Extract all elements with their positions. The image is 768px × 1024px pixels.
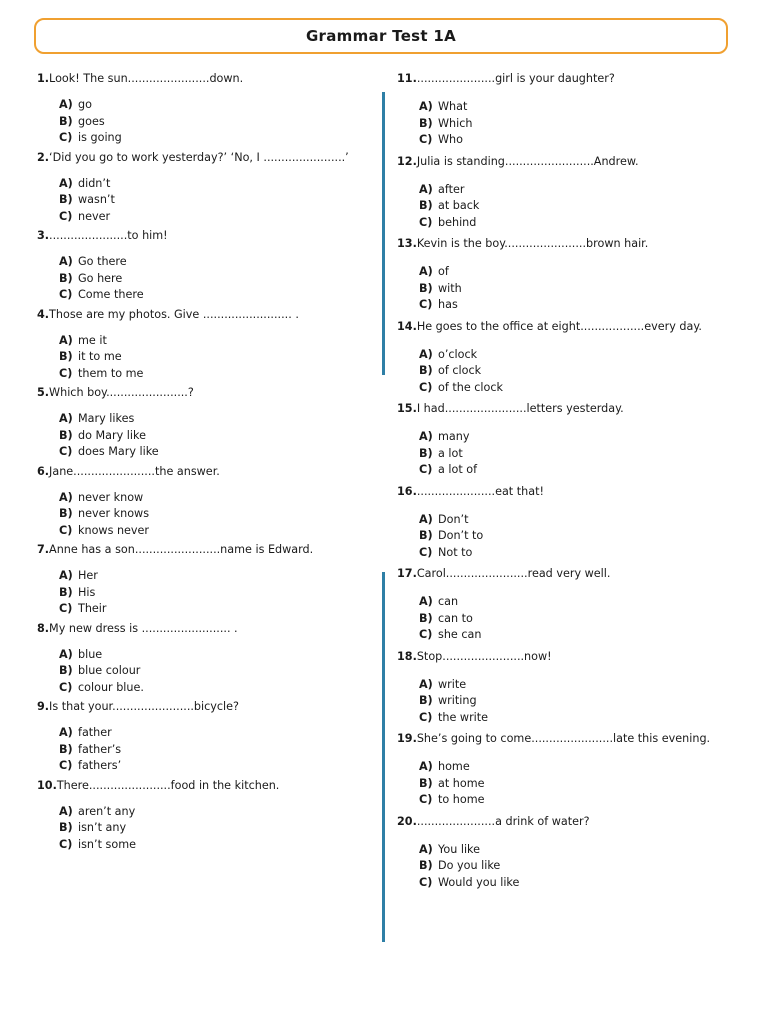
option-text: isn’t any [78, 821, 127, 834]
option-text: she can [438, 628, 482, 641]
answer-options [397, 842, 737, 892]
option-letter: B) [59, 742, 73, 756]
question-prompt: Anne has a son........................name is Edward. [49, 543, 314, 556]
answer-options [37, 490, 367, 540]
question-prompt: There.......................food in the kitchen. [56, 778, 280, 792]
option-text: write [438, 677, 467, 691]
option-letter: C) [419, 298, 433, 311]
option-text: a lot [438, 446, 463, 460]
answer-option[interactable] [419, 842, 737, 859]
answer-options [37, 254, 367, 304]
option-letter: C) [419, 875, 433, 889]
option-text: blue [78, 647, 103, 661]
question-number: 8. [37, 621, 50, 635]
option-letter: A) [59, 569, 73, 582]
question-text [37, 72, 367, 85]
answer-option[interactable] [59, 271, 367, 288]
question-prompt: Jane.......................the answer. [49, 464, 220, 478]
answer-option[interactable] [419, 710, 737, 727]
column-divider-top [382, 92, 385, 375]
answer-option[interactable] [59, 349, 367, 366]
answer-option[interactable] [59, 333, 367, 350]
answer-option[interactable] [419, 776, 737, 793]
question [37, 386, 367, 461]
left-question-column [37, 72, 367, 857]
option-text: do Mary like [78, 428, 146, 442]
question-number: 20. [397, 814, 417, 828]
question-text [397, 485, 737, 498]
option-text: Her [78, 569, 98, 582]
question-text [37, 151, 367, 164]
option-text: Don’t to [438, 529, 484, 542]
option-text: Come there [78, 288, 144, 301]
answer-option[interactable] [419, 182, 737, 199]
answer-option[interactable] [419, 446, 737, 463]
option-letter: A) [419, 677, 433, 691]
option-text: never knows [78, 507, 150, 520]
option-text: Who [438, 133, 463, 146]
answer-option[interactable] [419, 611, 737, 628]
option-text: Would you like [438, 875, 520, 889]
option-text: with [438, 281, 462, 295]
question-prompt: Is that your.......................bicycle? [49, 700, 239, 713]
answer-option[interactable] [59, 663, 367, 680]
answer-option[interactable] [419, 198, 737, 215]
option-text: goes [78, 114, 105, 128]
answer-option[interactable] [419, 99, 737, 116]
option-letter: B) [59, 664, 73, 677]
question [397, 485, 737, 562]
answer-options [37, 647, 367, 697]
question-text [397, 732, 737, 745]
option-text: fathers’ [78, 759, 122, 772]
option-letter: C) [419, 463, 433, 476]
option-text: the write [438, 710, 489, 724]
option-letter: A) [419, 347, 433, 361]
option-letter: A) [59, 490, 73, 504]
question-number: 12. [397, 154, 417, 168]
option-letter: C) [59, 680, 73, 694]
question-text [37, 622, 367, 635]
option-letter: C) [59, 366, 73, 380]
option-text: never [78, 209, 111, 223]
option-text: father [78, 726, 112, 739]
option-text: never know [78, 490, 144, 504]
question-number: 2. [37, 150, 50, 164]
option-letter: C) [59, 602, 73, 615]
option-text: Not to [438, 545, 473, 559]
option-letter: A) [419, 760, 433, 773]
answer-option[interactable] [59, 758, 367, 775]
option-text: Go here [78, 271, 123, 285]
option-text: wasn’t [78, 193, 115, 206]
page-title: Grammar Test 1A [305, 27, 457, 45]
question-prompt: ......................a drink of water? [416, 814, 590, 828]
option-letter: A) [419, 430, 433, 443]
answer-option[interactable] [419, 429, 737, 446]
answer-options [397, 429, 737, 479]
option-text: many [438, 430, 470, 443]
answer-option[interactable] [419, 792, 737, 809]
option-letter: B) [419, 776, 433, 790]
question-number: 7. [37, 543, 50, 556]
option-text: You like [438, 842, 481, 856]
question-number: 17. [397, 567, 417, 580]
answer-option[interactable] [59, 742, 367, 759]
answer-option[interactable] [419, 281, 737, 298]
option-letter: B) [59, 507, 73, 520]
question-number: 14. [397, 319, 417, 333]
option-letter: C) [59, 288, 73, 301]
option-text: His [78, 585, 96, 599]
option-letter: C) [419, 628, 433, 641]
option-letter: C) [419, 710, 433, 724]
option-text: knows never [78, 523, 150, 537]
question-text [397, 815, 737, 828]
column-divider-bottom [382, 572, 385, 942]
option-letter: A) [419, 842, 433, 856]
question-text [397, 320, 737, 333]
question [397, 567, 737, 644]
answer-option[interactable] [59, 254, 367, 271]
question [37, 72, 367, 147]
answer-option[interactable] [419, 363, 737, 380]
question [37, 543, 367, 618]
answer-options [397, 99, 737, 149]
answer-option[interactable] [419, 693, 737, 710]
answer-option[interactable] [59, 568, 367, 585]
option-letter: B) [419, 694, 433, 707]
option-letter: B) [419, 529, 433, 542]
answer-options [37, 804, 367, 854]
option-text: it to me [78, 350, 122, 363]
question-number: 3. [37, 229, 50, 242]
answer-option[interactable] [59, 490, 367, 507]
question [397, 320, 737, 397]
question [397, 237, 737, 314]
question-number: 11. [397, 72, 417, 85]
answer-option[interactable] [419, 132, 737, 149]
question [397, 402, 737, 479]
option-text: Which [438, 116, 473, 130]
answer-option[interactable] [59, 366, 367, 383]
option-text: Do you like [438, 859, 501, 872]
answer-options [37, 333, 367, 383]
option-letter: B) [59, 114, 73, 128]
answer-options [397, 264, 737, 314]
question-text [37, 543, 367, 556]
answer-options [37, 568, 367, 618]
option-letter: A) [419, 512, 433, 526]
option-letter: B) [59, 428, 73, 442]
answer-option[interactable] [59, 287, 367, 304]
answer-option[interactable] [59, 192, 367, 209]
answer-option[interactable] [59, 506, 367, 523]
option-text: of the clock [438, 380, 503, 394]
answer-option[interactable] [419, 347, 737, 364]
question-number: 5. [37, 386, 50, 399]
option-letter: A) [59, 333, 73, 347]
question-number: 6. [37, 464, 50, 478]
answer-option[interactable] [419, 215, 737, 232]
option-letter: B) [59, 193, 73, 206]
option-text: does Mary like [78, 445, 159, 458]
question-prompt: Julia is standing.........................Andrew. [416, 154, 639, 168]
answer-option[interactable] [59, 97, 367, 114]
answer-option[interactable] [419, 512, 737, 529]
answer-options [397, 347, 737, 397]
question-prompt: He goes to the office at eight..................every day. [416, 319, 702, 333]
question-prompt: ‘Did you go to work yesterday?’ ‘No, I .......................’ [49, 150, 349, 164]
answer-option[interactable] [59, 176, 367, 193]
option-text: is going [78, 131, 122, 144]
option-text: Their [78, 602, 107, 615]
option-letter: A) [419, 182, 433, 196]
option-text: isn’t some [78, 837, 136, 851]
question [37, 465, 367, 540]
question-number: 16. [397, 484, 417, 498]
answer-option[interactable] [419, 264, 737, 281]
option-letter: B) [59, 821, 73, 834]
question-prompt: Kevin is the boy.......................brown hair. [416, 237, 649, 250]
option-text: behind [438, 215, 477, 229]
option-text: to home [438, 793, 485, 806]
question-text [397, 650, 737, 663]
option-letter: C) [419, 380, 433, 394]
answer-option[interactable] [59, 601, 367, 618]
option-text: can to [438, 611, 473, 625]
question [397, 72, 737, 149]
option-text: Don’t [438, 512, 469, 526]
answer-option[interactable] [419, 116, 737, 133]
option-letter: C) [419, 133, 433, 146]
option-text: aren’t any [78, 804, 136, 818]
question-text [397, 402, 737, 415]
question-text [37, 700, 367, 713]
question-number: 4. [37, 307, 50, 321]
question-number: 10. [37, 778, 57, 792]
answer-option[interactable] [59, 130, 367, 147]
question-prompt: She’s going to come.......................late this evening. [416, 732, 711, 745]
question-number: 13. [397, 237, 417, 250]
question [397, 815, 737, 892]
question-prompt: Look! The sun.......................down. [49, 72, 244, 85]
option-letter: A) [419, 265, 433, 278]
answer-option[interactable] [59, 837, 367, 854]
question-prompt: ......................girl is your daughter? [416, 72, 615, 85]
question [37, 229, 367, 304]
option-text: them to me [78, 366, 144, 380]
question [397, 155, 737, 232]
option-letter: A) [59, 647, 73, 661]
option-text: a lot of [438, 463, 478, 476]
option-text: o’clock [438, 347, 478, 361]
question-text [37, 308, 367, 321]
option-text: Mary likes [78, 412, 135, 425]
answer-option[interactable] [59, 725, 367, 742]
option-letter: A) [59, 804, 73, 818]
option-letter: C) [59, 209, 73, 223]
option-text: has [438, 298, 458, 311]
answer-options [37, 97, 367, 147]
question-text [37, 229, 367, 242]
option-text: at back [438, 199, 480, 212]
question-prompt: Carol.......................read very well. [416, 567, 611, 580]
option-letter: B) [419, 364, 433, 377]
answer-options [37, 725, 367, 775]
option-letter: B) [59, 585, 73, 599]
question-number: 19. [397, 732, 417, 745]
answer-option[interactable] [419, 545, 737, 562]
option-letter: A) [419, 100, 433, 113]
answer-option[interactable] [419, 297, 737, 314]
option-letter: C) [59, 445, 73, 458]
question-text [397, 155, 737, 168]
option-text: Go there [78, 255, 127, 268]
option-text: can [438, 595, 459, 608]
question-number: 9. [37, 700, 50, 713]
question-text [397, 237, 737, 250]
option-letter: C) [59, 837, 73, 851]
option-text: didn’t [78, 176, 111, 190]
question-number: 15. [397, 402, 417, 415]
option-text: after [438, 182, 465, 196]
question-number: 1. [37, 72, 50, 85]
option-letter: C) [59, 759, 73, 772]
question [37, 622, 367, 697]
option-letter: A) [59, 255, 73, 268]
answer-option[interactable] [59, 820, 367, 837]
question-prompt: ......................to him! [49, 229, 168, 242]
answer-option[interactable] [59, 428, 367, 445]
answer-options [37, 411, 367, 461]
option-text: go [78, 98, 92, 111]
answer-option[interactable] [419, 594, 737, 611]
option-letter: A) [59, 176, 73, 190]
option-text: of [438, 265, 449, 278]
option-letter: C) [419, 545, 433, 559]
answer-options [397, 512, 737, 562]
answer-option[interactable] [419, 627, 737, 644]
answer-options [397, 182, 737, 232]
option-text: writing [438, 694, 477, 707]
option-text: colour blue. [78, 680, 144, 694]
question-text [37, 386, 367, 399]
option-text: blue colour [78, 664, 141, 677]
question [37, 700, 367, 775]
option-letter: A) [59, 726, 73, 739]
option-letter: B) [59, 350, 73, 363]
question-prompt: Stop.......................now! [416, 649, 552, 663]
question-text [37, 465, 367, 478]
question-text [397, 567, 737, 580]
option-letter: C) [59, 523, 73, 537]
answer-options [37, 176, 367, 226]
option-letter: B) [419, 611, 433, 625]
option-letter: A) [419, 595, 433, 608]
answer-option[interactable] [59, 444, 367, 461]
question-number: 18. [397, 649, 417, 663]
question [397, 650, 737, 727]
question [37, 308, 367, 383]
question-text [37, 779, 367, 792]
question [397, 732, 737, 809]
answer-option[interactable] [59, 680, 367, 697]
option-letter: A) [59, 98, 73, 111]
option-text: of clock [438, 364, 482, 377]
option-letter: B) [419, 446, 433, 460]
option-letter: C) [419, 215, 433, 229]
question-prompt: I had.......................letters yesterday. [416, 402, 624, 415]
answer-option[interactable] [59, 114, 367, 131]
question [37, 779, 367, 854]
answer-options [397, 594, 737, 644]
option-letter: B) [419, 116, 433, 130]
title-box [34, 18, 728, 54]
question-prompt: Those are my photos. Give ......................... . [49, 307, 299, 321]
answer-option[interactable] [419, 677, 737, 694]
answer-option[interactable] [419, 759, 737, 776]
answer-option[interactable] [59, 209, 367, 226]
option-text: father’s [78, 742, 122, 756]
answer-option[interactable] [419, 528, 737, 545]
answer-options [397, 677, 737, 727]
option-text: home [438, 760, 470, 773]
option-letter: C) [59, 131, 73, 144]
answer-option[interactable] [419, 858, 737, 875]
answer-option[interactable] [59, 523, 367, 540]
question-prompt: My new dress is ......................... . [49, 621, 238, 635]
answer-option[interactable] [419, 875, 737, 892]
option-text: at home [438, 776, 485, 790]
question-prompt: ......................eat that! [416, 484, 544, 498]
right-question-column [397, 72, 737, 897]
question [37, 151, 367, 226]
option-letter: A) [59, 412, 73, 425]
answer-option[interactable] [59, 647, 367, 664]
answer-option[interactable] [419, 380, 737, 397]
question-prompt: Which boy.......................? [49, 386, 194, 399]
answer-option[interactable] [59, 411, 367, 428]
answer-option[interactable] [59, 804, 367, 821]
option-letter: B) [419, 281, 433, 295]
option-letter: C) [419, 793, 433, 806]
answer-options [397, 759, 737, 809]
option-letter: B) [59, 271, 73, 285]
answer-option[interactable] [59, 585, 367, 602]
option-text: What [438, 100, 468, 113]
question-text [397, 72, 737, 85]
answer-option[interactable] [419, 462, 737, 479]
option-letter: B) [419, 859, 433, 872]
option-text: me it [78, 333, 107, 347]
option-letter: B) [419, 199, 433, 212]
